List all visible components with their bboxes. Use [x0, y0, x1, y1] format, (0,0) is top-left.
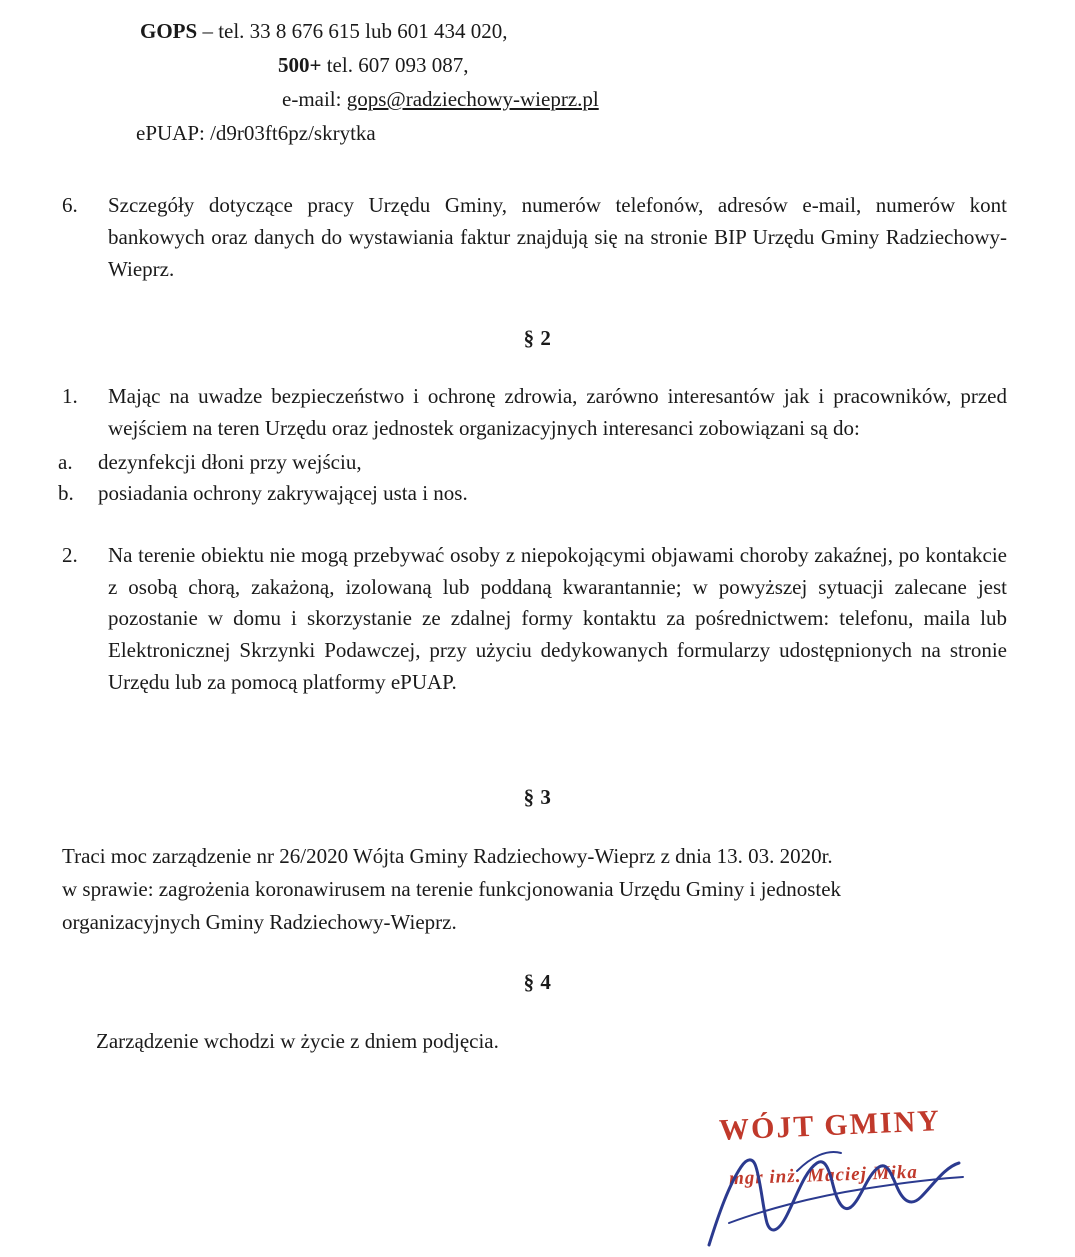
sub-list-item-b-marker: b.	[58, 481, 74, 506]
section-heading-2: § 2	[523, 325, 552, 350]
list-item-6-marker: 6.	[62, 193, 78, 218]
list-item-2-1-text: Mając na uwadze bezpieczeństwo i ochronę zdrowia, zarówno interesantów jak i pracowników, przed wejściem na teren Urzędu oraz jednostek organizacyjnych interesanci zobowiązani są do:	[108, 383, 1007, 440]
email-label: e-mail:	[282, 87, 347, 112]
sub-list-2-1	[0, 447, 1075, 510]
gops-label: GOPS	[140, 19, 198, 43]
gops-phones: – tel. 33 8 676 615 lub 601 434 020,	[197, 19, 508, 43]
list-item-2-2-text: Na terenie obiektu nie mogą przebywać osoby z niepokojącymi objawami choroby zakaźnej, po kontakcie z osobą chorą, zakażoną, izolowaną lub poddaną kwarantannie; w powyższej sytuacji zalecane jest pozostanie w domu i skorzystanie ze zdalnej formy kontaktu za pośrednictwem: telefonu, maila lub Elektronicznej Skrzynki Podawczej, przy użyciu dedykowanych formularzy udostępnionych na stronie Urzędu lub za pomocą platformy ePUAP.	[108, 542, 1007, 695]
sub-list-item-a	[0, 447, 1075, 479]
email-link[interactable]: gops@radziechowy-wieprz.pl	[346, 87, 599, 112]
contact-line-gops	[0, 14, 1075, 48]
program-500-label: 500+	[278, 53, 322, 78]
list-item-2-1	[62, 381, 1007, 445]
contact-line-500plus	[0, 48, 1075, 82]
sub-list-item-b-text: posiadania ochrony zakrywającej usta i nos.	[98, 481, 468, 506]
section-4-text: Zarządzenie wchodzi w życie z dniem podjęcia.	[96, 1028, 499, 1053]
document-page	[0, 14, 1075, 1257]
section-3-line-1: Traci moc zarządzenie nr 26/2020 Wójta Gminy Radziechowy-Wieprz z dnia 13. 03. 2020r.	[62, 844, 833, 869]
section-heading-3: § 3	[523, 785, 552, 810]
handwritten-signature-icon	[701, 1127, 1001, 1247]
signature-name: mgr inż. Maciej Mika	[728, 1161, 919, 1190]
list-item-2-2-marker: 2.	[62, 542, 78, 567]
contact-block	[0, 14, 1075, 150]
program-500-phone: tel. 607 093 087,	[321, 53, 469, 78]
sub-list-item-a-marker: a.	[58, 449, 73, 474]
contact-line-email	[0, 82, 1075, 116]
list-item-6	[62, 190, 1007, 286]
list-item-2-1-marker: 1.	[62, 383, 78, 408]
list-item-2-2	[62, 540, 1007, 700]
signature-title: WÓJT GMINY	[718, 1104, 942, 1147]
sub-list-item-a-text: dezynfekcji dłoni przy wejściu,	[98, 449, 362, 474]
section-3-line-2: w sprawie: zagrożenia koronawirusem na terenie funkcjonowania Urzędu Gminy i jednostek	[62, 877, 842, 902]
contact-line-epuap: ePUAP: /d9r03ft6pz/skrytka	[136, 121, 376, 146]
section-3-line-3: organizacyjnych Gminy Radziechowy-Wieprz.	[62, 910, 457, 935]
section-heading-4: § 4	[523, 969, 552, 994]
list-item-6-text: Szczegóły dotyczące pracy Urzędu Gminy, numerów telefonów, adresów e-mail, numerów kont bankowych oraz danych do wystawiania faktur znajdują się na stronie BIP Urzędu Gminy Radziechowy-Wieprz.	[108, 193, 1007, 281]
signature-block	[711, 1104, 1041, 1249]
sub-list-item-b	[0, 478, 1075, 510]
